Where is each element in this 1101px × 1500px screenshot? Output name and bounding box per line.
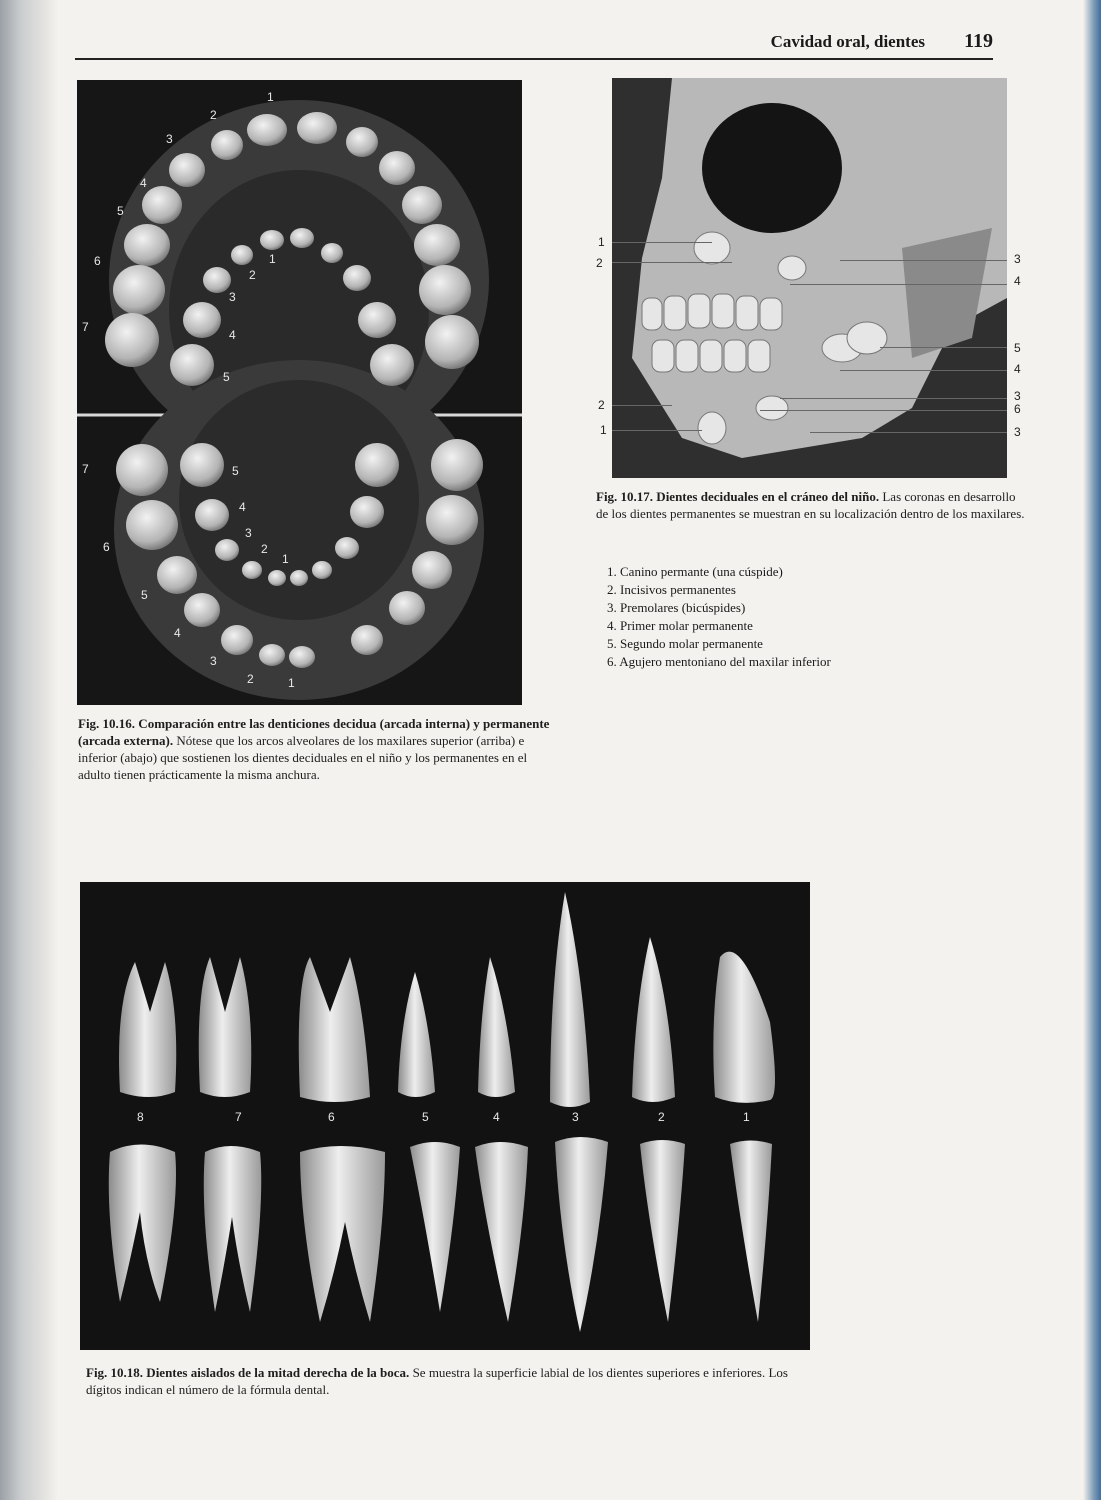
fig-10-17-photo (612, 78, 1007, 478)
fig-10-17-caption-text: Las coronas en desarrollo de los dientes permanentes se muestran en su localización dentro de los maxilares. (596, 489, 1025, 521)
fig-10-17-right-label: 5 (1014, 341, 1021, 355)
fig-10-16-label: 2 (249, 268, 256, 282)
fig-10-17-right-label: 3 (1014, 425, 1021, 439)
fig-10-16-label: 3 (210, 654, 217, 668)
fig-10-18-caption-title: Fig. 10.18. Dientes aislados de la mitad derecha de la boca. (86, 1365, 410, 1380)
fig-10-17-right-label: 4 (1014, 274, 1021, 288)
tooth-number-label: 7 (235, 1110, 242, 1124)
tooth-number-label: 1 (743, 1110, 750, 1124)
fig-10-16-label: 2 (247, 672, 254, 686)
page-header (75, 30, 993, 60)
fig-10-17-left-label: 2 (596, 256, 603, 270)
fig-10-16-label: 3 (166, 132, 173, 146)
fig-10-16-label: 6 (103, 540, 110, 554)
fig-10-16-label: 4 (140, 176, 147, 190)
fig-10-17-right-label: 3 (1014, 389, 1021, 403)
running-title: Cavidad oral, dientes (770, 32, 925, 51)
legend-item: 6. Agujero mentoniano del maxilar inferior (607, 654, 831, 669)
fig-10-16-label: 5 (223, 370, 230, 384)
fig-10-17-right-label: 3 (1014, 252, 1021, 266)
isolated-teeth-illustration (80, 882, 810, 1350)
fig-10-18-photo (80, 882, 810, 1350)
fig-10-16-label: 6 (94, 254, 101, 268)
dental-arches-illustration (77, 80, 522, 705)
fig-10-17-right-label: 4 (1014, 362, 1021, 376)
fig-10-16-label: 2 (261, 542, 268, 556)
book-binding-shadow (0, 0, 58, 1500)
fig-10-16-label: 5 (117, 204, 124, 218)
legend-item: 3. Premolares (bicúspides) (607, 600, 746, 615)
legend-item: 1. Canino permante (una cúspide) (607, 564, 783, 579)
fig-10-16-label: 4 (229, 328, 236, 342)
fig-10-16-label: 2 (210, 108, 217, 122)
fig-10-16-caption-title: Fig. 10.16. Comparación entre las denticiones decidua (arcada interna) y permanente (arcada externa). (78, 716, 550, 748)
fig-10-16-label: 5 (141, 588, 148, 602)
legend-item: 4. Primer molar permanente (607, 618, 753, 633)
fig-10-17-left-label: 2 (598, 398, 605, 412)
tooth-number-label: 4 (493, 1110, 500, 1124)
fig-10-16-label: 4 (174, 626, 181, 640)
fig-10-16-caption-text: Nótese que los arcos alveolares de los maxilares superior (arriba) e inferior (abajo) que sostienen los dientes deciduales en el niño y los permanentes en el adulto tienen prácticamente la misma anchura. (78, 733, 528, 782)
fig-10-16-label: 7 (82, 320, 89, 334)
fig-10-18-caption-text: Se muestra la superficie labial de los dientes superiores e inferiores. Los dígitos indican el número de la fórmula dental. (86, 1365, 788, 1397)
fig-10-16-label: 1 (269, 252, 276, 266)
fig-10-17-legend (607, 563, 831, 671)
fig-10-16-label: 3 (245, 526, 252, 540)
tooth-number-label: 8 (137, 1110, 144, 1124)
tooth-number-label: 2 (658, 1110, 665, 1124)
fig-10-16-label: 5 (232, 464, 239, 478)
legend-item: 2. Incisivos permanentes (607, 582, 736, 597)
fig-10-17-left-label: 1 (598, 235, 605, 249)
page-number: 119 (964, 30, 993, 52)
fig-10-16-label: 1 (282, 552, 289, 566)
tooth-number-label: 6 (328, 1110, 335, 1124)
tooth-number-label: 5 (422, 1110, 429, 1124)
fig-10-16-label: 1 (267, 90, 274, 104)
fig-10-18-caption (86, 1364, 826, 1398)
fig-10-16-photo (77, 80, 522, 705)
child-skull-illustration (612, 78, 1007, 478)
fig-10-16-label: 3 (229, 290, 236, 304)
fig-10-16-caption (78, 715, 553, 783)
fig-10-16-label: 7 (82, 462, 89, 476)
fig-10-17-caption (596, 488, 1026, 522)
fig-10-17-caption-title: Fig. 10.17. Dientes deciduales en el cráneo del niño. (596, 489, 880, 504)
fig-10-17-right-label: 6 (1014, 402, 1021, 416)
page-edge (1083, 0, 1101, 1500)
legend-item: 5. Segundo molar permanente (607, 636, 763, 651)
tooth-number-label: 3 (572, 1110, 579, 1124)
fig-10-17-left-label: 1 (600, 423, 607, 437)
fig-10-16-label: 1 (288, 676, 295, 690)
fig-10-16-label: 4 (239, 500, 246, 514)
